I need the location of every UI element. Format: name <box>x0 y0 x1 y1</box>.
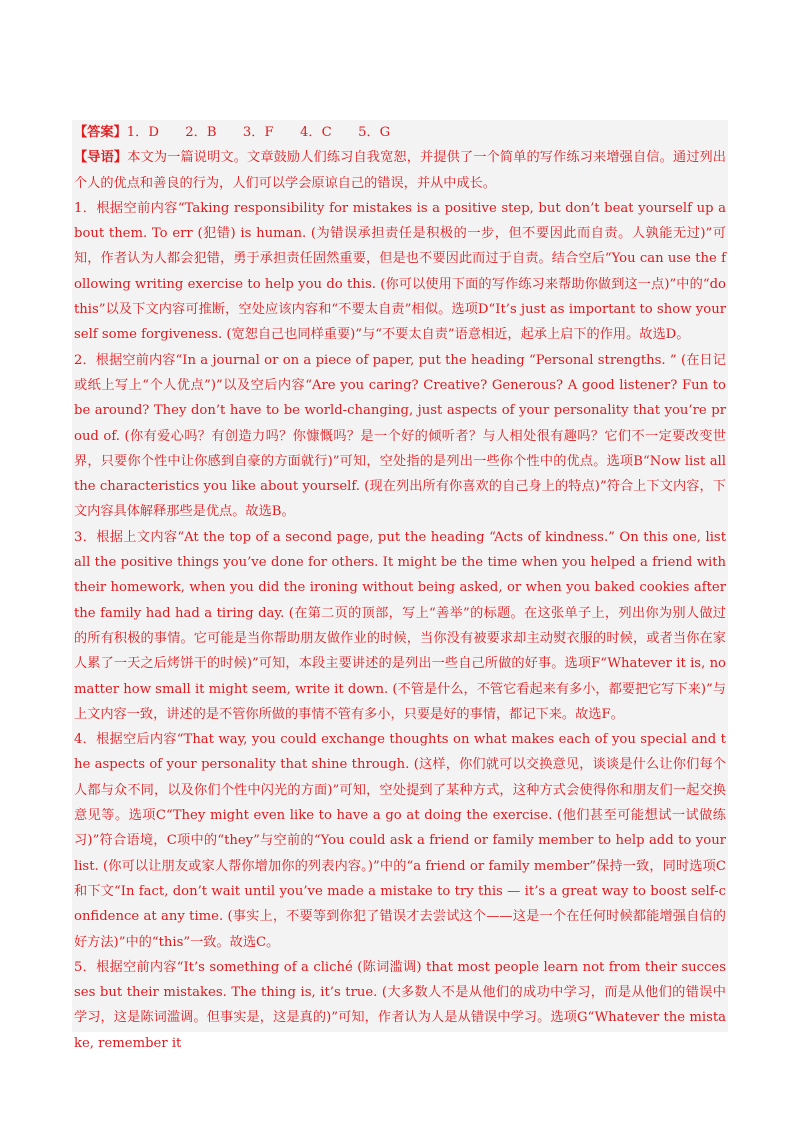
explanation-5: 5．根据空前内容“It’s something of a cliché (陈词滥调) that most people learn not from their successes but their mistakes. The thing is, it’s true. (大多数人不是从他们的成功中学习，而是从他们的错误中学习，这是陈词滥调。但事实是，这是真的)”可知，作者认为人是从错误中学习。选项G“Whatever the mistake, remember it <box>74 959 726 1051</box>
guide-paragraph <box>74 145 726 196</box>
answer-line <box>74 120 726 145</box>
guide-label: 【导语】 <box>74 150 128 166</box>
explanation-3: 3．根据上文内容“At the top of a second page, put the heading “Acts of kindness.” On this one, list all the positive things you’ve done for others. It might be the time when you helped a friend with their homework, when you did the ironing without being asked, or when you baked cookies after the family had had a tiring day. (在第二页的顶部，写上“善举”的标题。在这张单子上，列出你为别人做过的所有积极的事情。它可能是当你帮助朋友做作业的时候，当你没有被要求却主动熨衣服的时候，或者当你在家人累了一天之后烤饼干的时候)”可知，本段主要讲述的是列出一些自己所做的好事。选项F“Whatever it is, no matter how small it might seem, write it down. (不管是什么，不管它看起来有多小，都要把它写下来)”与上文内容一致，讲述的是不管你所做的事情不管有多小，只要是好的事情，都记下来。故选F。 <box>74 529 726 722</box>
answer-label: 【答案】 <box>74 125 127 140</box>
guide-text: 本文为一篇说明文。文章鼓励人们练习自我宽恕，并提供了一个简单的写作练习来增强自信。通过列出个人的优点和善良的行为，人们可以学会原谅自己的错误，并从中成长。 <box>74 150 726 191</box>
answer-page <box>72 120 728 1051</box>
document-content <box>72 120 728 1056</box>
explanation-4: 4．根据空后内容“That way, you could exchange thoughts on what makes each of you special and the aspects of your personality that shine through. (这样，你们就可以交换意见，谈谈是什么让你们每个人都与众不同，以及你们个性中闪光的方面)”可知，空处提到了某种方式，这种方式会使得你和朋友们一起交换意见等。选项C“They might even like to have a go at doing the exercise. (他们甚至可能想试一试做练习)”符合语境，C项中的“they”与空前的“You could ask a friend or family member to help add to your list. (你可以让朋友或家人帮你增加你的列表内容。)”中的“a friend or family member”保持一致，同时选项C和下文“In fact, don’t wait until you’ve made a mistake to try this — it’s a great way to boost self-confidence at any time. (事实上，不要等到你犯了错误才去尝试这个——这是一个在任何时候都能增强自信的好方法)”中的“this”一致。故选C。 <box>74 732 726 950</box>
explanation-1: 1．根据空前内容“Taking responsibility for mistakes is a positive step, but don’t beat yourself up about them. To err (犯错) is human. (为错误承担责任是积极的一步，但不要因此而自责。人孰能无过)”可知，作者认为人都会犯错，勇于承担责任固然重要，但是也不要因此而过于自责。结合空后“You can use the following writing exercise to help you do this. (你可以使用下面的写作练习来帮助你做到这一点)”中的“do this”以及下文内容可推断，空处应该内容和“不要太自责”相似。选项D“It’s just as important to show yourself some forgiveness. (宽恕自己也同样重要)”与“不要太自责”语意相近，起承上启下的作用。故选D。 <box>74 200 726 343</box>
answer-items: 1．D 2．B 3．F 4．C 5．G <box>126 125 391 140</box>
explanation-2: 2．根据空前内容“In a journal or on a piece of paper, put the heading “Personal strengths. ” (在日记或纸上写上“个人优点”)”以及空后内容“Are you caring? Creative? Generous? A good listener? Fun to be around? They don’t have to be world-changing, just aspects of your personality that you’re proud of. (你有爱心吗？有创造力吗？你慷慨吗？是一个好的倾听者？与人相处很有趣吗？它们不一定要改变世界，只要你个性中让你感到自豪的方面就行)”可知，空处指的是列出一些你个性中的优点。选项B“Now list all the characteristics you like about yourself. (现在列出所有你喜欢的自己身上的特点)”符合上下文内容，下文内容具体解释那些是优点。故选B。 <box>74 352 726 520</box>
